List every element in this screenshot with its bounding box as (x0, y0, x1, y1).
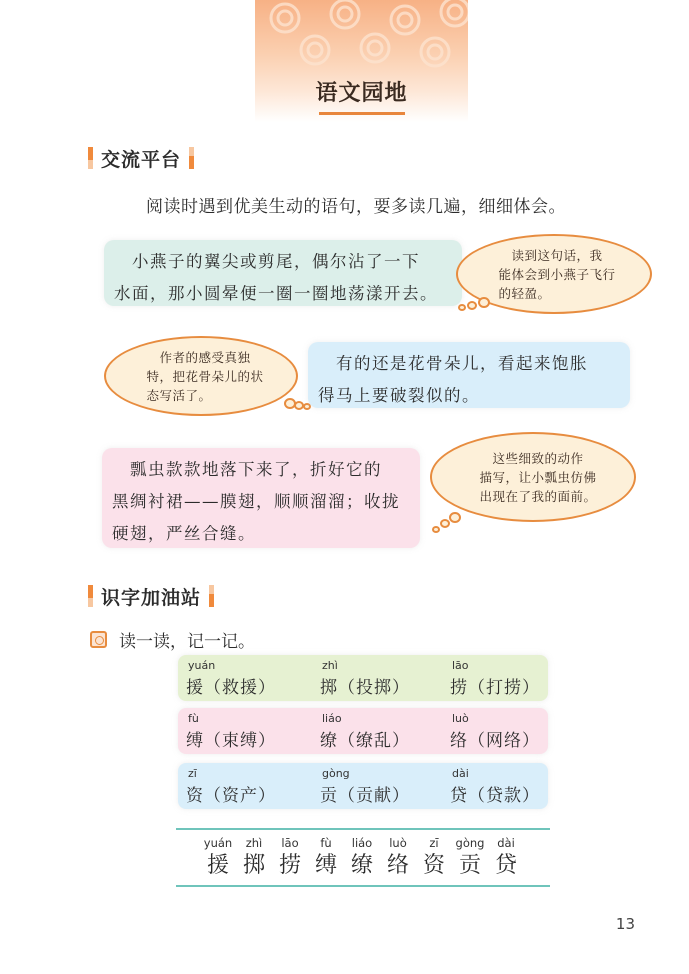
thought-dot (458, 304, 466, 311)
word-row (178, 763, 548, 809)
instruction-text: 读一读，记一记。 (119, 632, 255, 652)
section-header-exchange (88, 144, 194, 172)
pinyin: zī (429, 836, 439, 850)
strip-character (272, 836, 308, 880)
section-title: 识字加油站 (101, 586, 202, 609)
pinyin: gòng (322, 767, 350, 780)
word: 络（网络） (450, 731, 540, 751)
strip-character (200, 836, 236, 880)
word-row (178, 655, 548, 701)
comment-line: 读到这句话，我 (498, 247, 603, 263)
pinyin: dài (497, 836, 515, 850)
character: 缭 (350, 853, 373, 878)
page-title: 语文园地 (315, 80, 408, 106)
strip-rule-top (176, 828, 550, 830)
pinyin: luò (389, 836, 407, 850)
passage-box (102, 448, 420, 548)
comment-line: 的轻盈。 (498, 285, 551, 301)
pinyin: lāo (281, 836, 299, 850)
strip-character (380, 836, 416, 880)
word: 资（资产） (186, 786, 276, 806)
seal-icon (90, 631, 107, 648)
section-title: 交流平台 (101, 148, 182, 171)
passage-box (308, 342, 630, 408)
character: 络 (386, 853, 409, 878)
word-row (178, 708, 548, 754)
pinyin: dài (452, 767, 469, 780)
comment-line: 出现在了我的面前。 (479, 488, 597, 504)
pinyin: fù (320, 836, 332, 850)
character: 援 (206, 853, 229, 878)
pinyin: zhì (322, 659, 338, 672)
strip-character (236, 836, 272, 880)
strip-rule-bottom (176, 885, 550, 887)
pinyin: liáo (322, 712, 342, 725)
word: 掷（投掷） (320, 678, 410, 698)
comment-bubble (430, 432, 636, 522)
section-header-literacy (88, 582, 214, 610)
strip-character (488, 836, 524, 880)
thought-dot (478, 297, 490, 308)
section-bar-right (189, 147, 194, 169)
comment-line: 特，把花骨朵儿的状 (146, 368, 264, 384)
character: 贷 (494, 853, 517, 878)
passage-line: 水面，那小圆晕便一圈一圈地荡漾开去。 (114, 284, 438, 303)
word: 缭（缭乱） (320, 731, 410, 751)
passage-line: 硬翅，严丝合缝。 (112, 524, 256, 543)
comment-line: 态写活了。 (146, 387, 212, 403)
pinyin: luò (452, 712, 469, 725)
pinyin: liáo (351, 836, 373, 850)
pinyin: fù (188, 712, 199, 725)
word: 缚（束缚） (186, 731, 276, 751)
thought-dot (449, 512, 461, 523)
strip-character (344, 836, 380, 880)
character: 缚 (314, 853, 337, 878)
pinyin: zhì (245, 836, 263, 850)
passage-line: 小燕子的翼尖或剪尾，偶尔沾了一下 (114, 252, 420, 271)
word: 贡（贡献） (320, 786, 410, 806)
comment-line: 这些细致的动作 (479, 450, 584, 466)
word: 捞（打捞） (450, 678, 540, 698)
thought-dot (432, 526, 440, 533)
passage-line: 得马上要破裂似的。 (318, 386, 480, 405)
page-number: 13 (615, 915, 635, 933)
passage-line: 有的还是花骨朵儿，看起来饱胀 (318, 354, 588, 373)
thought-dot (467, 301, 477, 310)
passage-line: 黑绸衬裙——膜翅，顺顺溜溜；收拢 (112, 492, 400, 511)
instruction (90, 627, 255, 652)
character: 贡 (458, 853, 481, 878)
comment-bubble (104, 336, 298, 416)
header-banner (255, 0, 468, 122)
character: 捞 (278, 853, 301, 878)
pinyin: yuán (203, 836, 233, 850)
strip-character (308, 836, 344, 880)
word: 援（救援） (186, 678, 276, 698)
pinyin: lāo (452, 659, 469, 672)
comment-line: 描写，让小瓢虫仿佛 (479, 469, 597, 485)
section-bar-left (88, 585, 93, 607)
passage-line: 瓢虫款款地落下来了，折好它的 (112, 460, 382, 479)
strip-character (452, 836, 488, 880)
section-bar-right (209, 585, 214, 607)
passage-box (104, 240, 462, 306)
thought-dot (440, 519, 450, 528)
character: 资 (422, 853, 445, 878)
pinyin: gòng (455, 836, 485, 850)
pinyin: zī (188, 767, 197, 780)
section-bar-left (88, 147, 93, 169)
comment-line: 能体会到小燕子飞行 (498, 266, 616, 282)
character: 掷 (242, 853, 265, 878)
title-underline (319, 112, 405, 115)
word: 贷（贷款） (450, 786, 540, 806)
strip-character (416, 836, 452, 880)
intro-text: 阅读时遇到优美生动的语句，要多读几遍，细细体会。 (146, 197, 566, 217)
pinyin: yuán (188, 659, 216, 672)
comment-line: 作者的感受真独 (146, 349, 251, 365)
